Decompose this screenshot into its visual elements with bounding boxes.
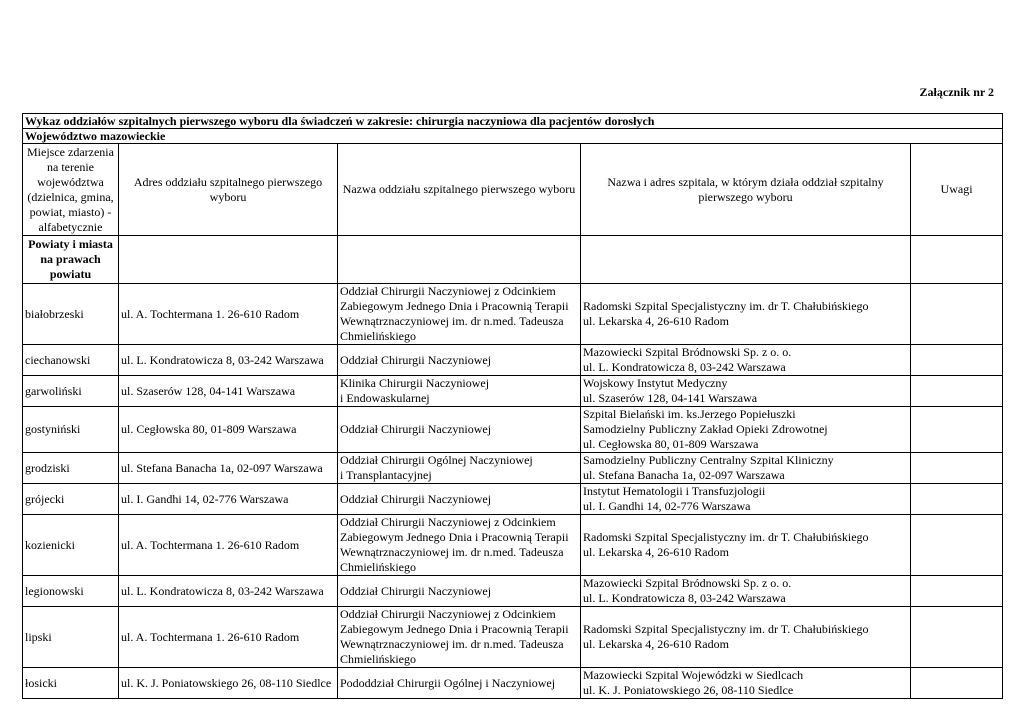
column-header-row [23,144,1003,236]
cell-notes [911,453,1003,484]
table-title-row [23,114,1003,129]
cell-place: lipski [23,607,119,668]
cell-notes [911,345,1003,376]
cell-notes [911,576,1003,607]
cell-hospital: Mazowiecki Szpital Bródnowski Sp. z o. o. ul. L. Kondratowicza 8, 03-242 Warszawa [581,345,911,376]
cell-notes [911,484,1003,515]
cell-address: ul. Szaserów 128, 04-141 Warszawa [119,376,338,407]
table-row [23,607,1003,668]
cell-address: ul. A. Tochtermana 1. 26-610 Radom [119,284,338,345]
header-ward: Nazwa oddziału szpitalnego pierwszego wyboru [338,144,581,236]
cell-ward: Klinika Chirurgii Naczyniowej i Endowaskularnej [338,376,581,407]
header-address: Adres oddziału szpitalnego pierwszego wyboru [119,144,338,236]
cell-notes [911,284,1003,345]
cell-ward: Oddział Chirurgii Ogólnej Naczyniowej i Transplantacyjnej [338,453,581,484]
cell-place: gostyniński [23,407,119,453]
cell-hospital: Samodzielny Publiczny Centralny Szpital Kliniczny ul. Stefana Banacha 1a, 02-097 Warszawa [581,453,911,484]
cell-hospital: Szpital Bielański im. ks.Jerzego Popiełuszki Samodzielny Publiczny Zakład Opieki Zdrowotnej ul. Cegłowska 80, 01-809 Warszawa [581,407,911,453]
cell-ward: Oddział Chirurgii Naczyniowej [338,484,581,515]
table-row [23,576,1003,607]
cell-ward: Oddział Chirurgii Naczyniowej z Odcinkiem Zabiegowym Jednego Dnia i Pracownią Terapii Wewnątrznaczyniowej im. dr n.med. Tadeusza Chmielińskiego [338,284,581,345]
cell-hospital: Radomski Szpital Specjalistyczny im. dr T. Chałubińskiego ul. Lekarska 4, 26-610 Radom [581,515,911,576]
subheader-counties: Powiaty i miasta na prawach powiatu [23,236,119,284]
table-row [23,453,1003,484]
cell-address: ul. Stefana Banacha 1a, 02-097 Warszawa [119,453,338,484]
cell-address: ul. I. Gandhi 14, 02-776 Warszawa [119,484,338,515]
cell-address: ul. L. Kondratowicza 8, 03-242 Warszawa [119,576,338,607]
cell-ward: Oddział Chirurgii Naczyniowej [338,345,581,376]
subheader-row [23,236,1003,284]
cell-address: ul. A. Tochtermana 1. 26-610 Radom [119,515,338,576]
cell-address: ul. K. J. Poniatowskiego 26, 08-110 Siedlce [119,668,338,699]
cell-ward: Oddział Chirurgii Naczyniowej z Odcinkiem Zabiegowym Jednego Dnia i Pracownią Terapii Wewnątrznaczyniowej im. dr n.med. Tadeusza Chmielińskiego [338,607,581,668]
cell-notes [911,376,1003,407]
cell-ward: Oddział Chirurgii Naczyniowej [338,407,581,453]
table-row [23,668,1003,699]
hospital-table [22,113,1003,699]
cell-place: grodziski [23,453,119,484]
cell-place: białobrzeski [23,284,119,345]
table-row [23,484,1003,515]
header-hospital: Nazwa i adres szpitala, w którym działa oddział szpitalny pierwszego wyboru [581,144,911,236]
table-row [23,407,1003,453]
subheader-empty-cell [119,236,338,284]
table-title: Wykaz oddziałów szpitalnych pierwszego wyboru dla świadczeń w zakresie: chirurgia naczyniowa dla pacjentów dorosłych [23,114,1003,129]
table-row [23,345,1003,376]
cell-notes [911,515,1003,576]
cell-address: ul. A. Tochtermana 1. 26-610 Radom [119,607,338,668]
cell-notes [911,668,1003,699]
cell-hospital: Instytut Hematologii i Transfuzjologii ul. I. Gandhi 14, 02-776 Warszawa [581,484,911,515]
cell-place: grójecki [23,484,119,515]
cell-notes [911,407,1003,453]
cell-place: legionowski [23,576,119,607]
table-row [23,515,1003,576]
table-row [23,376,1003,407]
cell-hospital: Mazowiecki Szpital Wojewódzki w Siedlcach ul. K. J. Poniatowskiego 26, 08-110 Siedlce [581,668,911,699]
cell-place: ciechanowski [23,345,119,376]
cell-ward: Oddział Chirurgii Naczyniowej z Odcinkiem Zabiegowym Jednego Dnia i Pracownią Terapii Wewnątrznaczyniowej im. dr n.med. Tadeusza Chmielińskiego [338,515,581,576]
subheader-empty-cell [338,236,581,284]
cell-address: ul. L. Kondratowicza 8, 03-242 Warszawa [119,345,338,376]
region-row [23,129,1003,144]
subheader-empty-cell [581,236,911,284]
region-label: Województwo mazowieckie [23,129,1003,144]
cell-hospital: Radomski Szpital Specjalistyczny im. dr T. Chałubińskiego ul. Lekarska 4, 26-610 Radom [581,284,911,345]
cell-place: łosicki [23,668,119,699]
table-row [23,284,1003,345]
cell-ward: Pododdział Chirurgii Ogólnej i Naczyniowej [338,668,581,699]
header-notes: Uwagi [911,144,1003,236]
cell-place: garwoliński [23,376,119,407]
cell-notes [911,607,1003,668]
cell-ward: Oddział Chirurgii Naczyniowej [338,576,581,607]
cell-hospital: Radomski Szpital Specjalistyczny im. dr T. Chałubińskiego ul. Lekarska 4, 26-610 Radom [581,607,911,668]
cell-hospital: Mazowiecki Szpital Bródnowski Sp. z o. o. ul. L. Kondratowicza 8, 03-242 Warszawa [581,576,911,607]
header-place: Miejsce zdarzenia na terenie województwa (dzielnica, gmina, powiat, miasto) - alfabetycznie [23,144,119,236]
annex-label: Załącznik nr 2 [919,85,994,99]
cell-address: ul. Cegłowska 80, 01-809 Warszawa [119,407,338,453]
cell-hospital: Wojskowy Instytut Medyczny ul. Szaserów 128, 04-141 Warszawa [581,376,911,407]
cell-place: kozienicki [23,515,119,576]
subheader-empty-cell [911,236,1003,284]
